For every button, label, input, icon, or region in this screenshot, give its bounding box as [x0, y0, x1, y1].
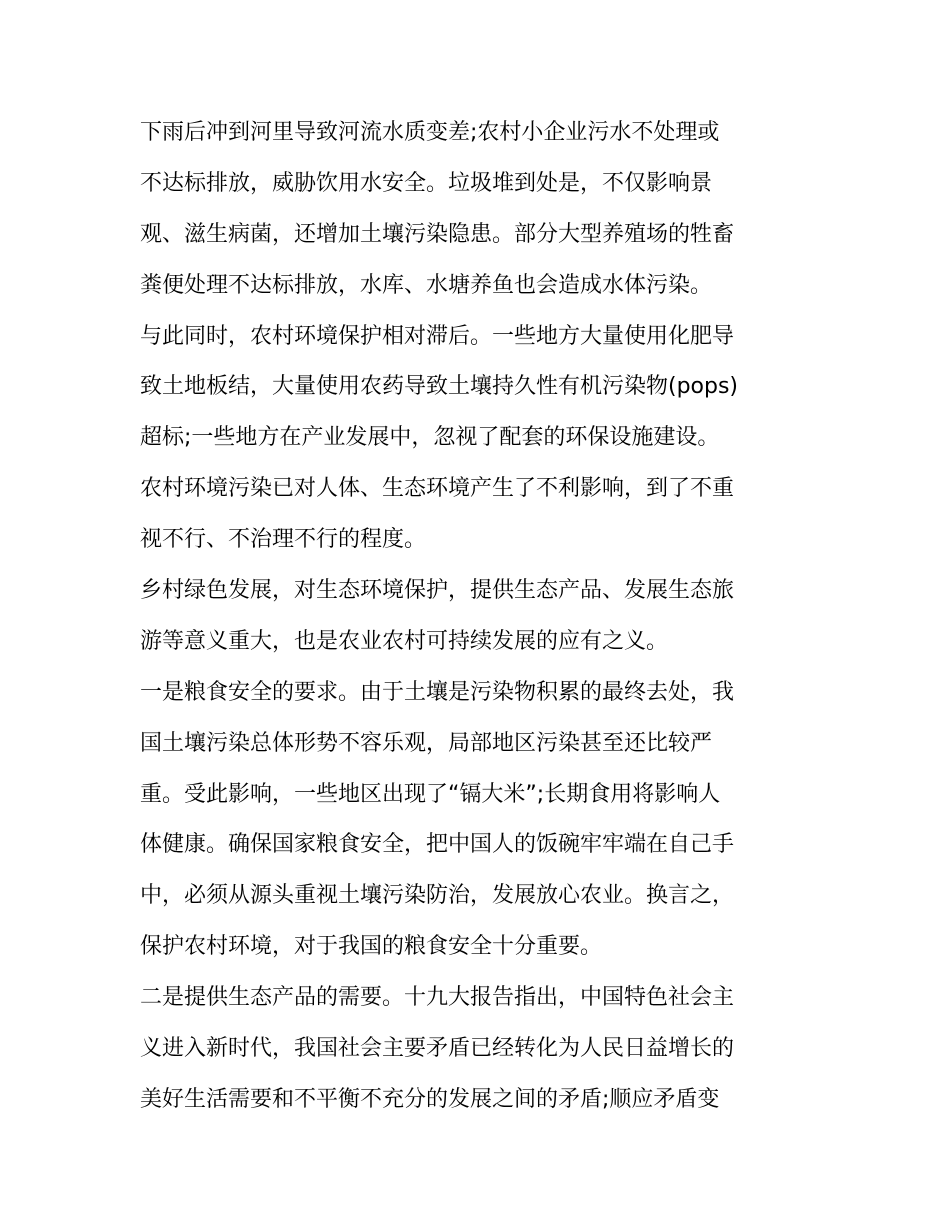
text-line: 乡村绿色发展，对生态环境保护，提供生态产品、发展生态旅	[140, 578, 735, 604]
document-body	[140, 108, 820, 1126]
text-line: 农村环境污染已对人体、生态环境产生了不利影响，到了不重	[140, 476, 735, 502]
text-line: 不达标排放，威胁饮用水安全。垃圾堆到处是，不仅影响景	[140, 170, 713, 196]
text-line: 与此同时，农村环境保护相对滞后。一些地方大量使用化肥导	[140, 323, 735, 349]
text-line: 超标;一些地方在产业发展中，忽视了配套的环保设施建设。	[140, 425, 720, 451]
text-line: 国土壤污染总体形势不容乐观，局部地区污染甚至还比较严	[140, 730, 713, 756]
text-line: 体健康。确保国家粮食安全，把中国人的饭碗牢牢端在自己手	[140, 832, 735, 858]
text-line: 中，必须从源头重视土壤污染防治，发展放心农业。换言之，	[140, 883, 735, 909]
text-line: 致土地板结，大量使用农药导致土壤持久性有机污染物(pops)	[140, 374, 739, 400]
text-line: 视不行、不治理不行的程度。	[140, 527, 427, 553]
text-line: 重。受此影响，一些地区出现了“镉大米”;长期食用将影响人	[140, 781, 721, 807]
text-line: 观、滋生病菌，还增加土壤污染隐患。部分大型养殖场的牲畜	[140, 221, 735, 247]
text-line: 粪便处理不达标排放，水库、水塘养鱼也会造成水体污染。	[140, 272, 713, 298]
text-line: 义进入新时代，我国社会主要矛盾已经转化为人民日益增长的	[140, 1036, 735, 1062]
text-line: 一是粮食安全的要求。由于土壤是污染物积累的最终去处，我	[140, 679, 735, 705]
text-line: 游等意义重大，也是农业农村可持续发展的应有之义。	[140, 628, 669, 654]
text-line: 二是提供生态产品的需要。十九大报告指出，中国特色社会主	[140, 985, 735, 1011]
text-line: 美好生活需要和不平衡不充分的发展之间的矛盾;顺应矛盾变	[140, 1086, 720, 1112]
text-line: 保护农村环境，对于我国的粮食安全十分重要。	[140, 934, 603, 960]
text-line: 下雨后冲到河里导致河流水质变差;农村小企业污水不处理或	[140, 120, 720, 145]
